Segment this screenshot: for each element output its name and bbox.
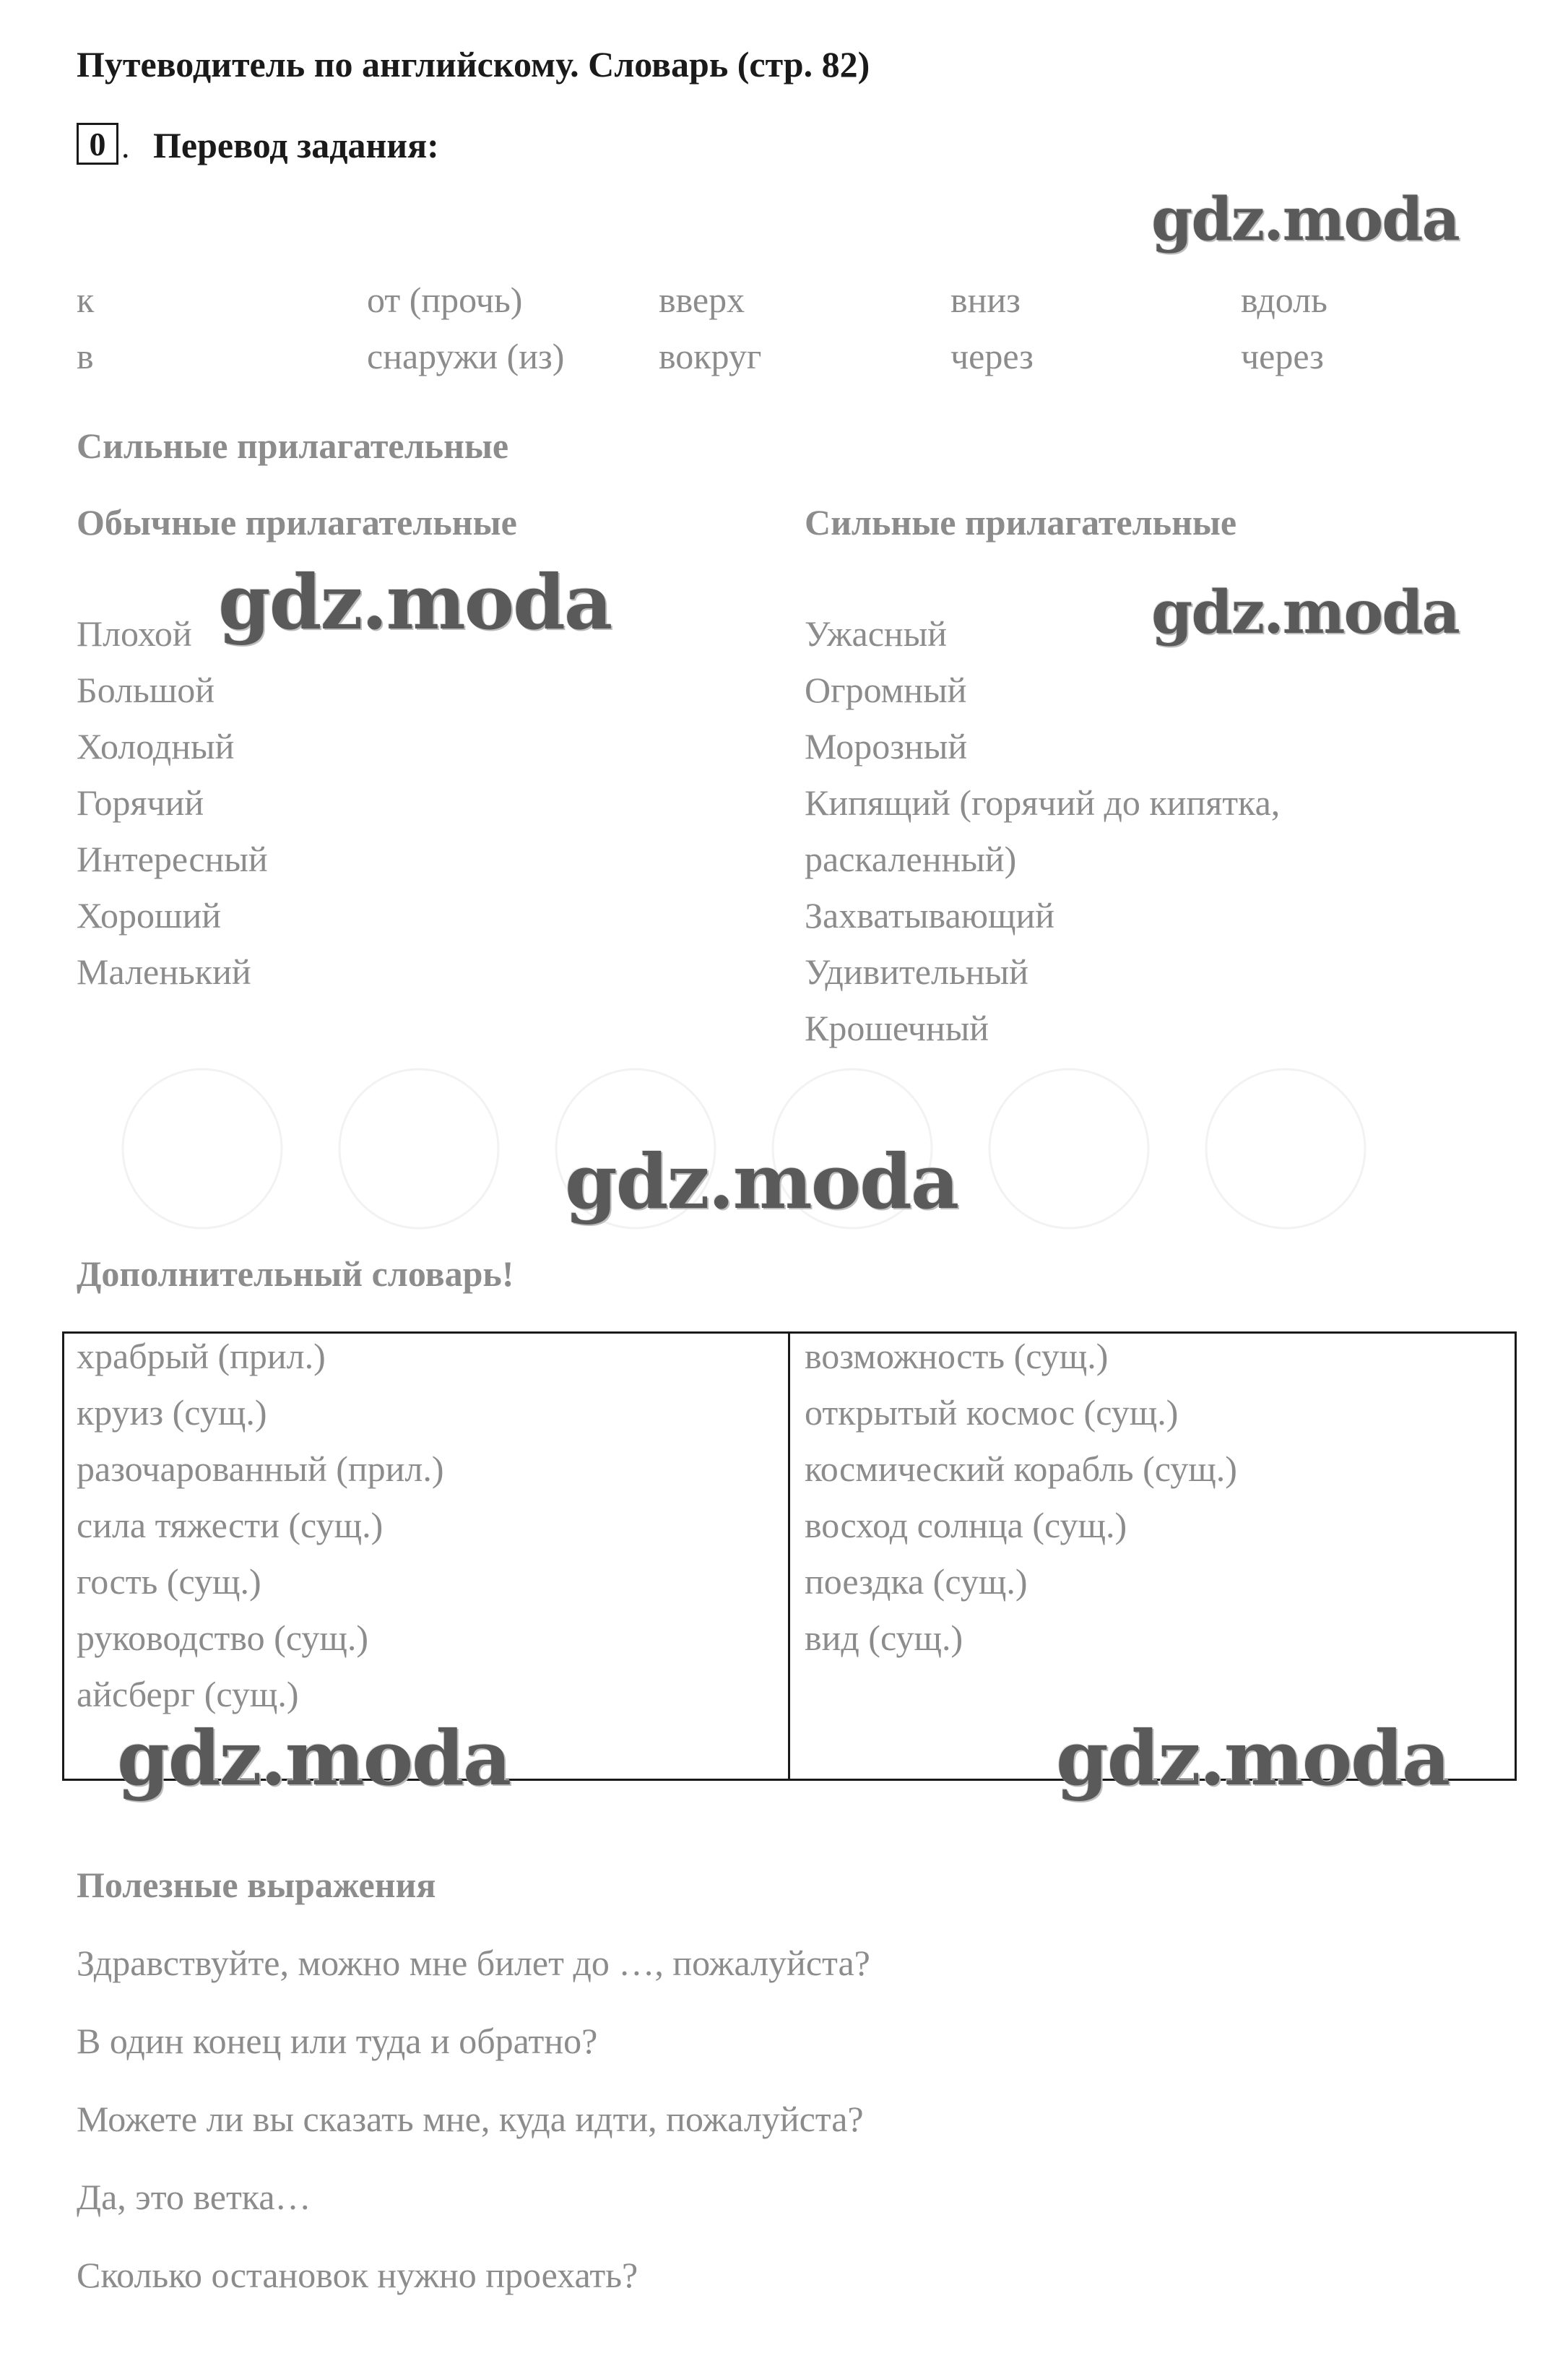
adjective-item: Маленький <box>77 951 251 992</box>
watermark: gdz.moda <box>218 558 612 647</box>
phrase-item: Да, это ветка… <box>77 2177 311 2217</box>
preposition-word: к <box>77 280 95 320</box>
vocab-item: восход солнца (сущ.) <box>805 1505 1127 1545</box>
adjective-item: Морозный <box>805 726 968 767</box>
column-heading-normal-adjectives: Обычные прилагательные <box>77 502 517 543</box>
task-number-dot: . <box>121 128 130 165</box>
vocab-item: руководство (сущ.) <box>77 1618 369 1658</box>
phrase-item: Сколько остановок нужно проехать? <box>77 2255 638 2295</box>
preposition-word: через <box>950 336 1034 376</box>
watermark: gdz.moda <box>1151 578 1459 647</box>
vocab-item: гость (сущ.) <box>77 1561 261 1602</box>
vocab-item: возможность (сущ.) <box>805 1336 1109 1376</box>
adjective-item: Удивительный <box>805 951 1028 992</box>
preposition-word: вверх <box>659 280 745 320</box>
section-heading-useful-phrases: Полезные выражения <box>77 1865 436 1905</box>
watermark: gdz.moda <box>1056 1714 1450 1802</box>
adjective-item: Горячий <box>77 782 204 823</box>
watermark: gdz.moda <box>1151 185 1459 254</box>
preposition-word: вокруг <box>659 336 762 376</box>
section-heading-strong-adjectives: Сильные прилагательные <box>77 426 509 466</box>
phrase-item: В один конец или туда и обратно? <box>77 2021 598 2061</box>
watermark: gdz.moda <box>565 1137 958 1226</box>
adjective-item: Интересный <box>77 839 268 879</box>
adjective-item: Большой <box>77 670 215 710</box>
vocab-table-divider <box>788 1331 790 1781</box>
preposition-word: от (прочь) <box>367 280 523 320</box>
adjective-item: Крошечный <box>805 1008 989 1048</box>
adjective-item: Плохой <box>77 613 192 654</box>
adjective-item: Хороший <box>77 895 221 936</box>
preposition-word: вниз <box>950 280 1021 320</box>
section-heading-extra-vocab: Дополнительный словарь! <box>77 1253 514 1294</box>
adjective-item: раскаленный) <box>805 839 1017 879</box>
column-heading-strong-adjectives: Сильные прилагательные <box>805 502 1237 543</box>
vocab-item: разочарованный (прил.) <box>77 1448 444 1489</box>
adjective-item: Кипящий (горячий до кипятка, <box>805 782 1281 823</box>
vocab-item: космический корабль (сущ.) <box>805 1448 1237 1489</box>
page-title: Путеводитель по английскому. Словарь (стр. 82) <box>77 44 870 85</box>
vocab-item: сила тяжести (сущ.) <box>77 1505 384 1545</box>
vocab-item: храбрый (прил.) <box>77 1336 326 1376</box>
adjective-item: Огромный <box>805 670 967 710</box>
watermark: gdz.moda <box>117 1714 511 1802</box>
vocab-item: поездка (сущ.) <box>805 1561 1028 1602</box>
task-number-box: 0 <box>77 123 118 165</box>
vocab-item: вид (сущ.) <box>805 1618 963 1658</box>
preposition-word: в <box>77 336 94 376</box>
adjective-item: Захватывающий <box>805 895 1055 936</box>
adjective-item: Холодный <box>77 726 235 767</box>
vocab-item: айсберг (сущ.) <box>77 1674 299 1714</box>
adjective-item: Ужасный <box>805 613 948 654</box>
vocab-item: открытый космос (сущ.) <box>805 1392 1179 1433</box>
preposition-word: снаружи (из) <box>367 336 565 376</box>
phrase-item: Можете ли вы сказать мне, куда идти, пожалуйста? <box>77 2099 864 2139</box>
phrase-item: Здравствуйте, можно мне билет до …, пожалуйста? <box>77 1943 870 1983</box>
preposition-word: через <box>1241 336 1324 376</box>
task-label: Перевод задания: <box>153 125 439 165</box>
preposition-word: вдоль <box>1241 280 1327 320</box>
vocab-item: круиз (сущ.) <box>77 1392 267 1433</box>
